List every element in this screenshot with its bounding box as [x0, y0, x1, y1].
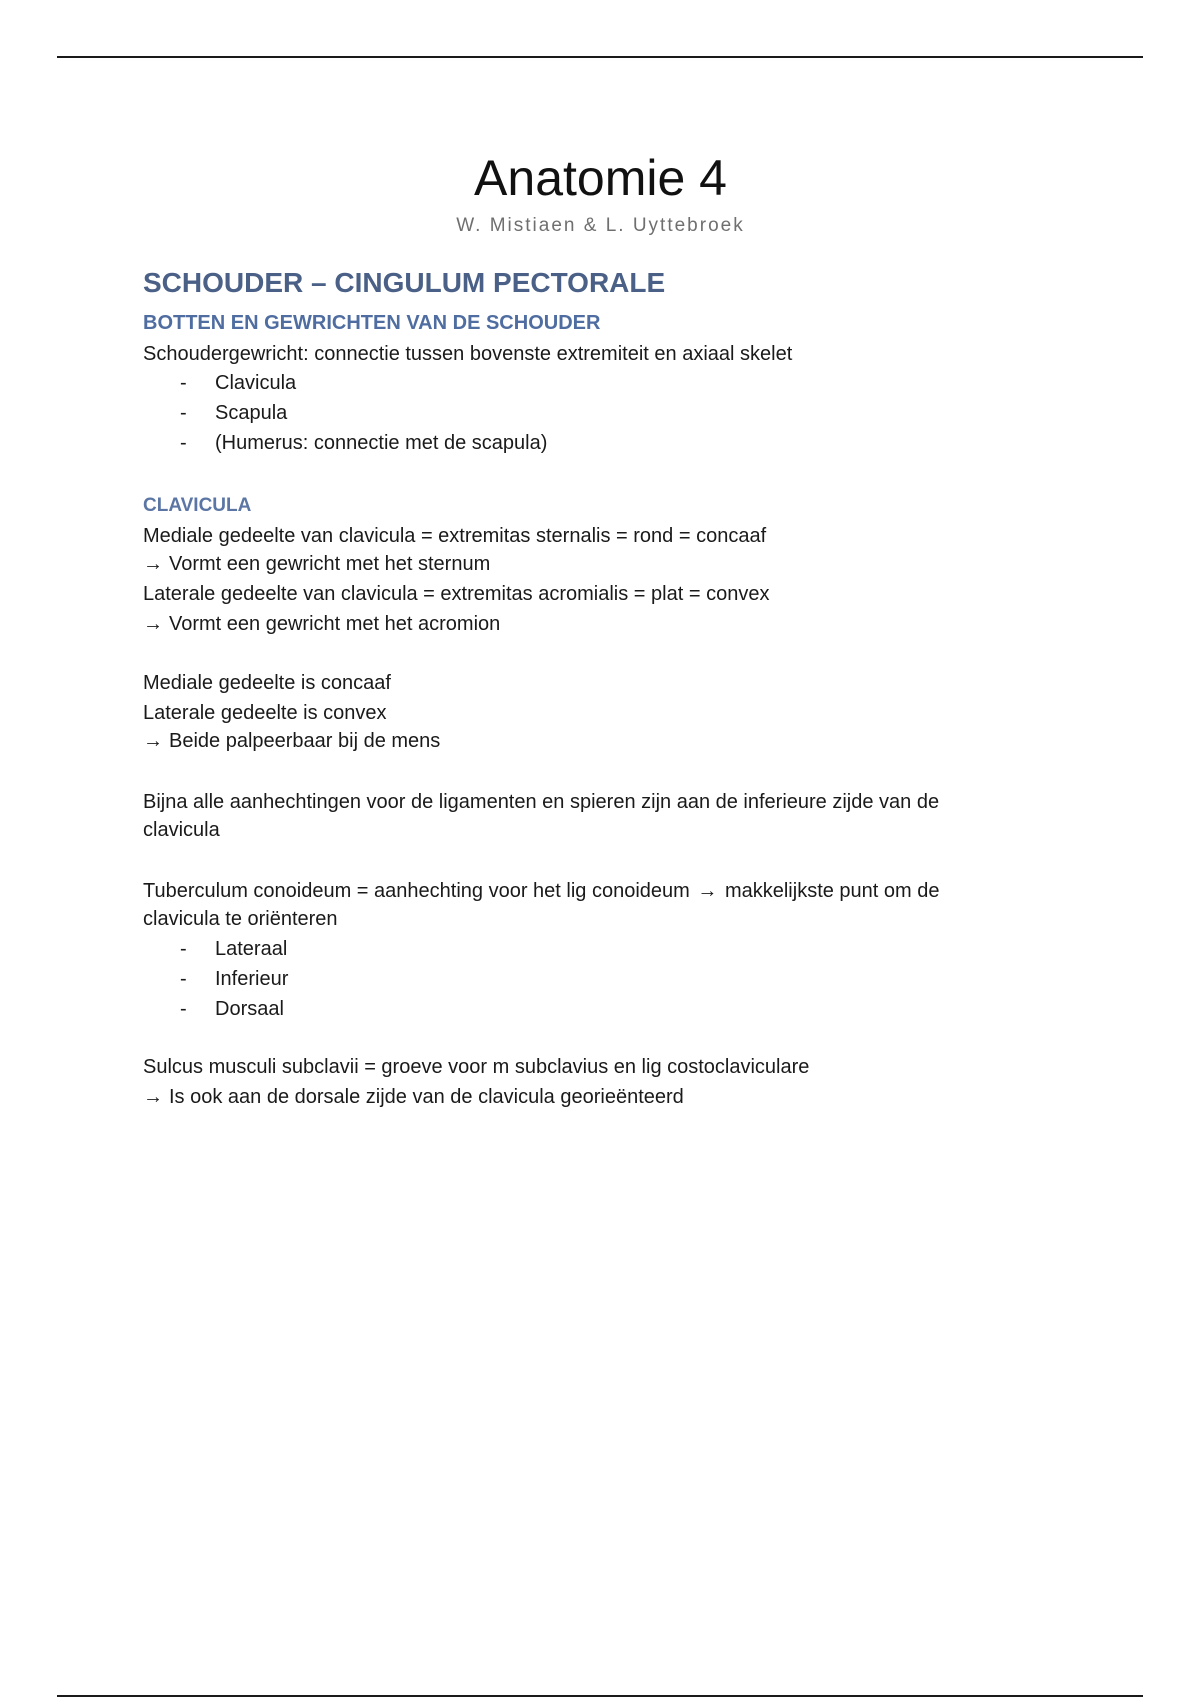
- arrow-right-icon: →: [143, 553, 163, 575]
- medial-description: Mediale gedeelte van clavicula = extremitas sternalis = rond = concaaf: [143, 525, 767, 547]
- section-subheading: BOTTEN EN GEWRICHTEN VAN DE SCHOUDER: [143, 312, 601, 334]
- attachments-line-2: clavicula: [143, 819, 220, 841]
- lateral-arrow-text: Vormt een gewricht met het acromion: [169, 613, 501, 635]
- sulcus-arrow-text: Is ook aan de dorsale zijde van de clavicula georieënteerd: [169, 1086, 684, 1108]
- list-item-text: Dorsaal: [215, 998, 284, 1020]
- document-authors: W. Mistiaen & L. Uyttebroek: [456, 215, 745, 236]
- dash-bullet: -: [180, 432, 187, 454]
- medial-short: Mediale gedeelte is concaaf: [143, 672, 391, 694]
- tuberculum-text-b: makkelijkste punt om de: [724, 880, 940, 902]
- dash-bullet: -: [180, 968, 187, 990]
- attachments-line-1: Bijna alle aanhechtingen voor de ligamenten en spieren zijn aan de inferieure zijde van de: [143, 791, 940, 813]
- arrow-right-icon: →: [143, 613, 163, 635]
- dash-bullet: -: [180, 402, 187, 424]
- arrow-right-icon: →: [697, 880, 718, 902]
- clavicula-heading: CLAVICULA: [143, 495, 252, 516]
- medial-arrow-line: [143, 550, 490, 578]
- dash-bullet: -: [180, 938, 187, 960]
- lateral-description: Laterale gedeelte van clavicula = extremitas acromialis = plat = convex: [143, 583, 770, 605]
- footer-rule: [57, 1695, 1143, 1697]
- list-item-text: Scapula: [215, 402, 288, 424]
- lateral-arrow-line: [143, 610, 500, 638]
- sulcus-arrow-line: [143, 1083, 684, 1111]
- dash-bullet: -: [180, 372, 187, 394]
- sulcus-description: Sulcus musculi subclavii = groeve voor m subclavius en lig costoclaviculare: [143, 1056, 810, 1078]
- document-title: Anatomie 4: [474, 150, 727, 206]
- tuberculum-line-2: clavicula te oriënteren: [143, 908, 338, 930]
- intro-text: Schoudergewricht: connectie tussen bovenste extremiteit en axiaal skelet: [143, 343, 793, 365]
- tuberculum-line-1: [143, 877, 940, 905]
- section-heading: SCHOUDER – CINGULUM PECTORALE: [143, 267, 666, 298]
- palpable-arrow-line: [143, 727, 440, 755]
- arrow-right-icon: →: [143, 1086, 163, 1108]
- list-item-text: Clavicula: [215, 372, 297, 394]
- arrow-right-icon: →: [143, 730, 163, 752]
- list-item-text: (Humerus: connectie met de scapula): [215, 432, 548, 454]
- dash-bullet: -: [180, 998, 187, 1020]
- header-rule: [57, 56, 1143, 58]
- medial-arrow-text: Vormt een gewricht met het sternum: [169, 553, 491, 575]
- palpable-arrow-text: Beide palpeerbaar bij de mens: [169, 730, 441, 752]
- lateral-short: Laterale gedeelte is convex: [143, 702, 387, 724]
- list-item-text: Inferieur: [215, 968, 289, 990]
- list-item-text: Lateraal: [215, 938, 288, 960]
- tuberculum-text-a: Tuberculum conoideum = aanhechting voor het lig conoideum: [143, 880, 690, 902]
